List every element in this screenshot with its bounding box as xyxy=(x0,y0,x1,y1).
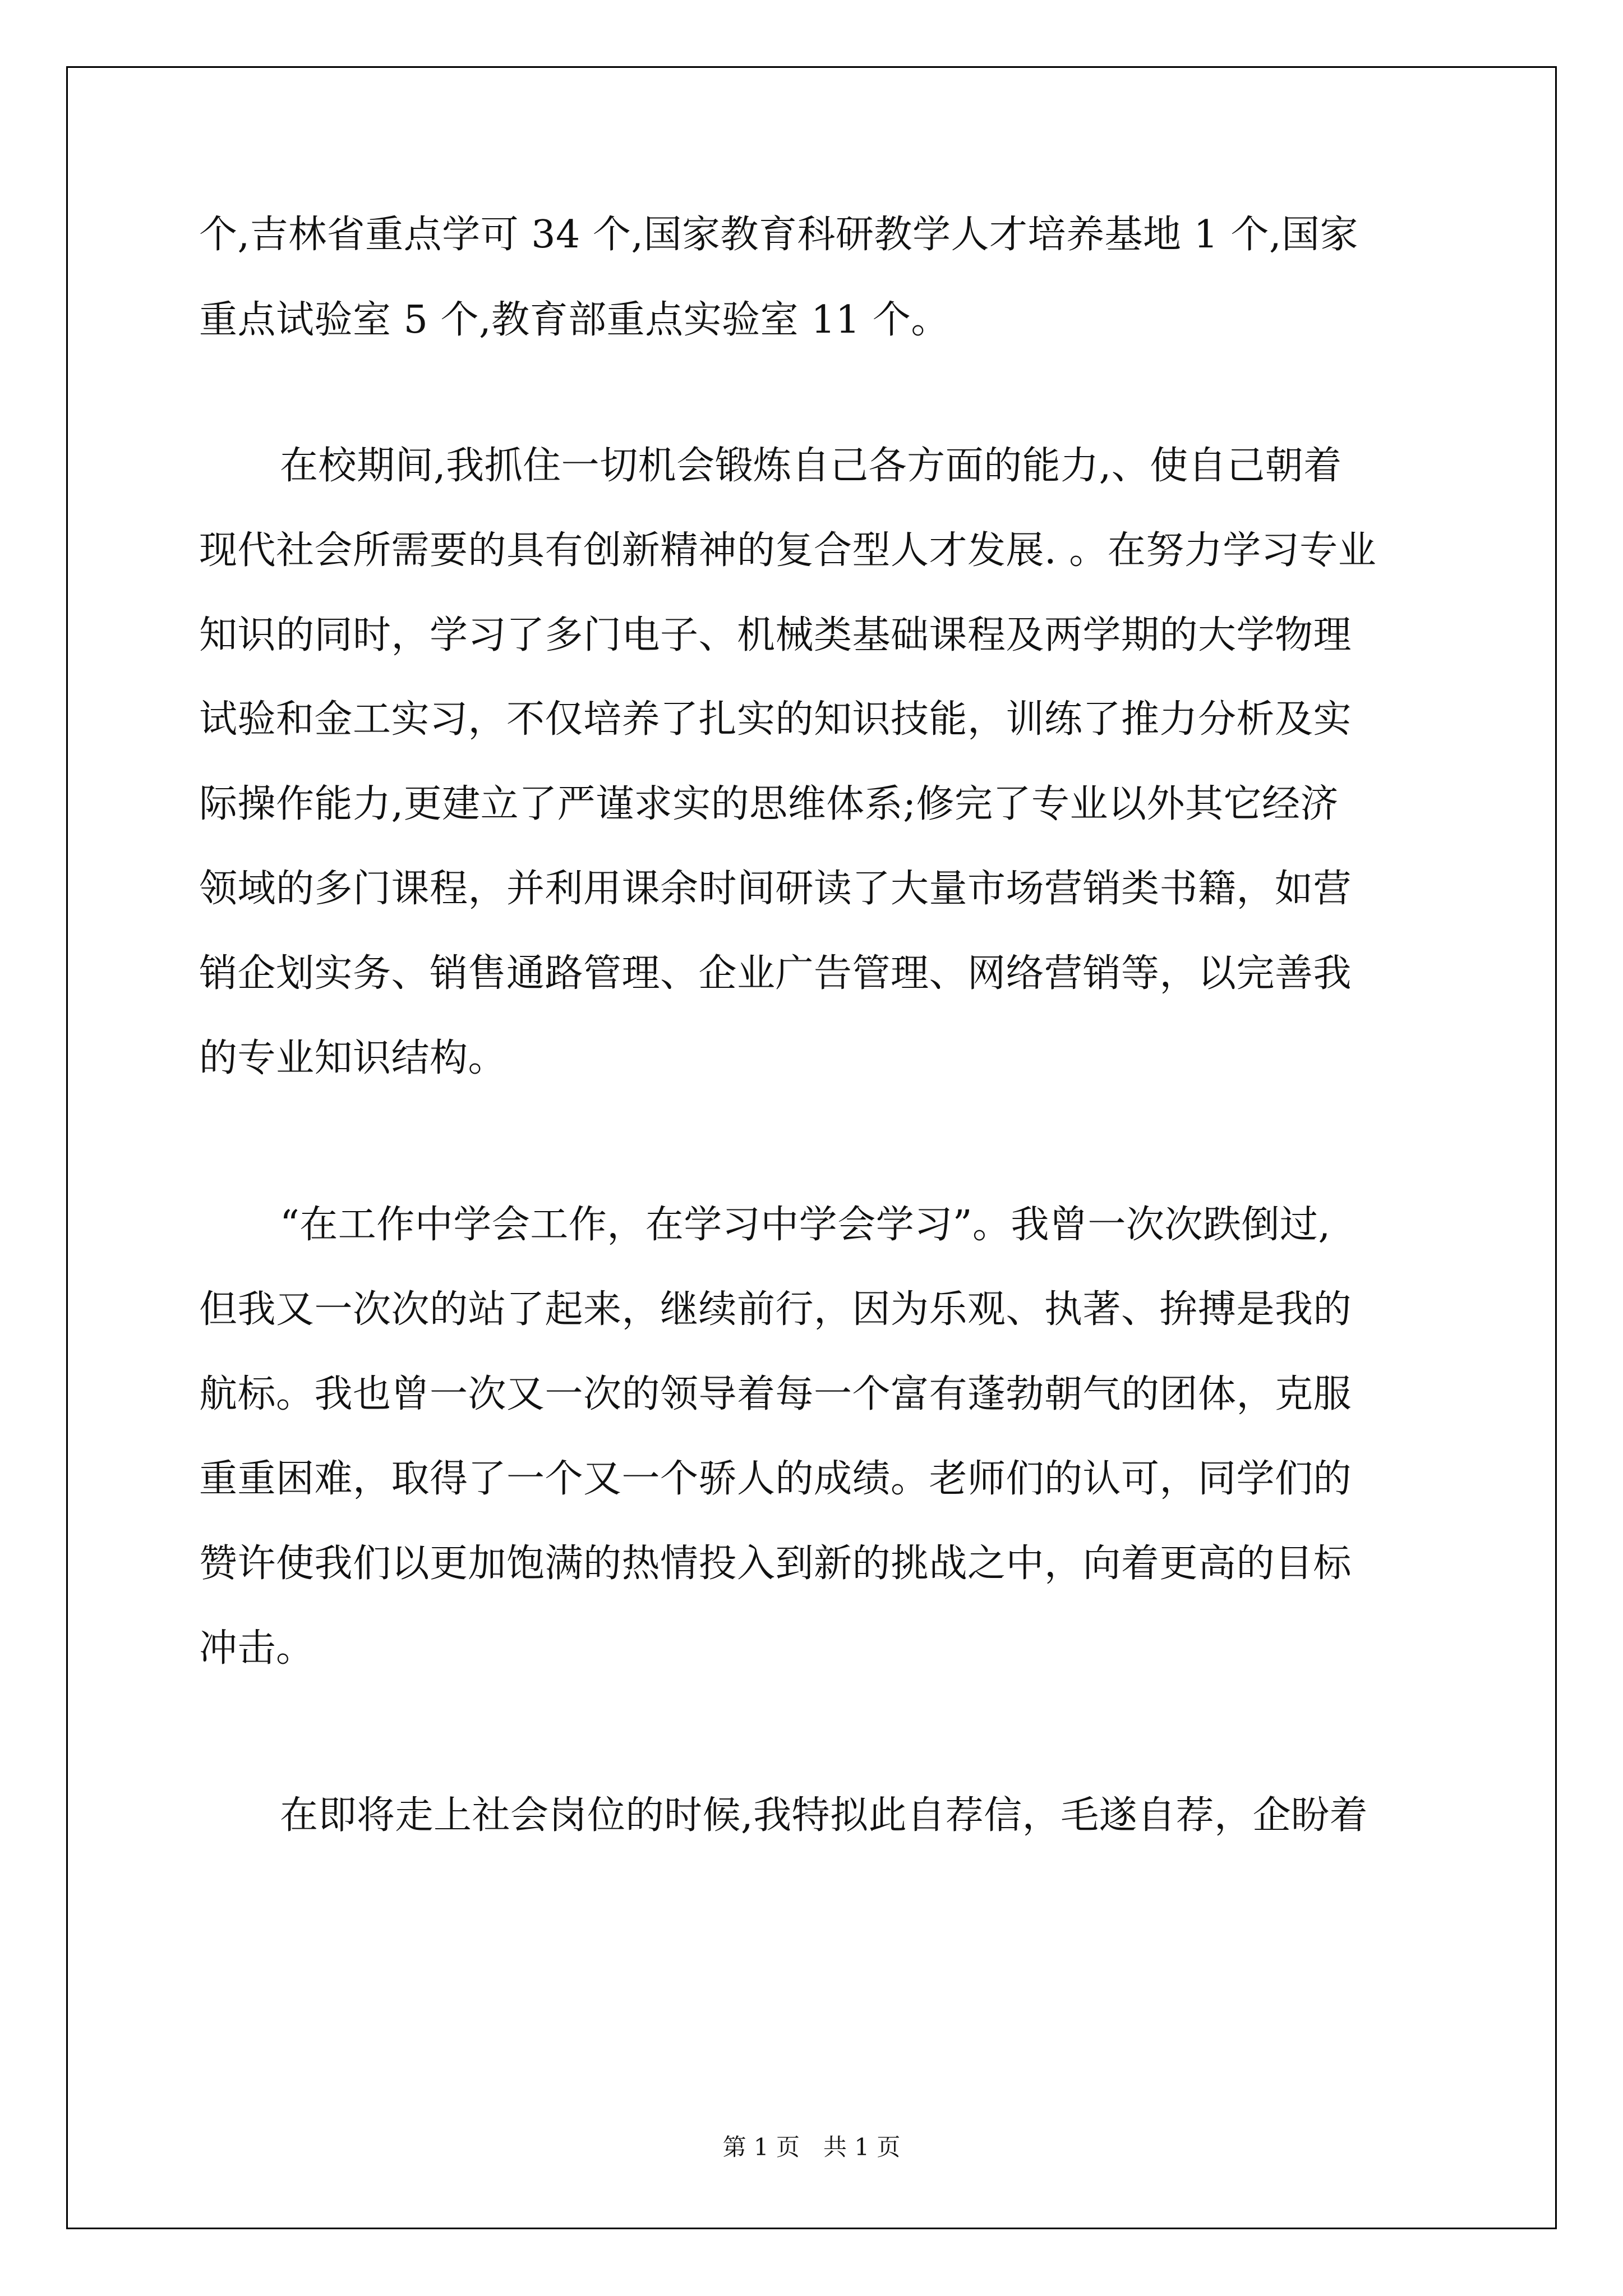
paragraph-start-line: 在即将走上社会岗位的时候,我特拟此自荐信，毛遂自荐，企盼着 xyxy=(280,1793,1368,1838)
text-line: 销企划实务、销售通路管理、企业广告管理、网络营销等，以完善我 xyxy=(199,951,1352,996)
text-line: 航标。我也曾一次又一次的领导着每一个富有蓬勃朝气的团体，克服 xyxy=(199,1372,1352,1416)
page-border xyxy=(66,66,1557,2229)
text-line: 的专业知识结构。 xyxy=(199,1036,507,1080)
text-line: 但我又一次次的站了起来，继续前行，因为乐观、执著、拚搏是我的 xyxy=(199,1287,1352,1332)
text-line: 试验和金工实习，不仅培养了扎实的知识技能，训练了推力分析及实 xyxy=(199,697,1352,742)
text-line: 重点试验室 5 个,教育部重点实验室 11 个。 xyxy=(199,298,949,342)
text-line: 重重困难，取得了一个又一个骄人的成绩。老师们的认可，同学们的 xyxy=(199,1457,1352,1501)
text-line: 冲击。 xyxy=(199,1626,315,1671)
text-line: 个,吉林省重点学可 34 个,国家教育科研教学人才培养基地 1 个,国家 xyxy=(199,213,1359,257)
paragraph-start-line: “在工作中学会工作，在学习中学会学习”。我曾一次次跌倒过, xyxy=(280,1203,1331,1247)
text-line: 际操作能力,更建立了严谨求实的思维体系;修完了专业以外其它经济 xyxy=(199,782,1339,826)
text-line: 赞许使我们以更加饱满的热情投入到新的挑战之中，向着更高的目标 xyxy=(199,1542,1352,1586)
page-footer: 第 1 页 共 1 页 xyxy=(722,2133,901,2161)
paragraph-start-line: 在校期间,我抓住一切机会锻炼自己各方面的能力,、使自己朝着 xyxy=(280,444,1342,488)
text-line: 现代社会所需要的具有创新精神的复合型人才发展. 。在努力学习专业 xyxy=(199,528,1377,573)
text-line: 知识的同时，学习了多门电子、机械类基础课程及两学期的大学物理 xyxy=(199,613,1352,657)
text-line: 领域的多门课程，并利用课余时间研读了大量市场营销类书籍，如营 xyxy=(199,867,1352,911)
